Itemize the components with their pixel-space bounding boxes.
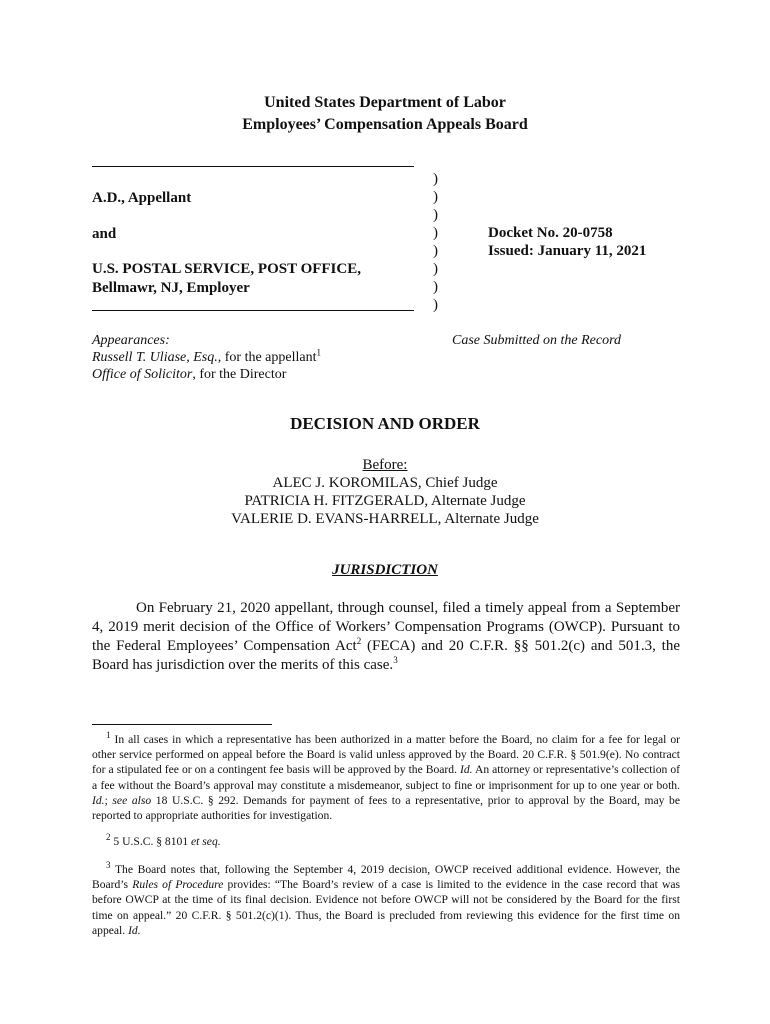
footnote-1-id: Id. <box>460 763 473 777</box>
footnote-2-text: 5 U.S.C. § 8101 <box>110 835 192 848</box>
paren: ) <box>433 297 438 313</box>
footnote-3-number: 3 <box>106 860 111 871</box>
appellant-representative <box>92 349 321 366</box>
board-name: Employees’ Compensation Appeals Board <box>242 116 528 133</box>
caption-paren-column <box>433 170 438 314</box>
judge-1: ALEC J. KOROMILAS, Chief Judge <box>272 475 498 491</box>
footnote-3-text-b: provides: “The Board’s review of a case is limited to the evidence in the case record that was before OWCP at the time of its final decision. Evidence not before OWCP will not be considered by the Board for the first time on appeal.” 20 C.F.R. § 501.2(c)(1). Thus, the Board is precluded from reviewing this evidence for the first time on appeal. <box>92 878 681 937</box>
paren: ) <box>433 171 438 187</box>
footnote-ref-2: 2 <box>356 636 362 646</box>
before-label <box>0 456 770 475</box>
footnote-1-text-a: In all cases in which a representative has been authorized in a matter before the Board, no claim for a fee for legal or other service performed on appeal before the Board is valid unless approved by the Board. 20 C.F.R. § 501.9(e). No contract for a stipulated fee or on a contingent fee basis will be approved by the Board. <box>92 733 680 777</box>
jurisdiction-paragraph <box>92 599 680 675</box>
paren: ) <box>433 189 438 205</box>
footnote-2 <box>92 834 680 849</box>
solicitor-name: Office of Solicitor <box>92 367 193 382</box>
footnote-ref-1: 1 <box>316 347 321 358</box>
footnote-separator <box>92 724 272 725</box>
paren: ) <box>433 225 438 241</box>
agency-name: United States Department of Labor <box>264 94 506 111</box>
paren: ) <box>433 261 438 277</box>
paren: ) <box>433 243 438 259</box>
footnote-1-text-b: An attorney or representative’s collection of a fee without the Board’s approval may constitute a misdemeanor, subject to fine or imprisonment for up to one year or both. <box>92 763 680 792</box>
decision-title: DECISION AND ORDER <box>290 414 480 433</box>
caption-bottom-rule <box>92 310 414 311</box>
footnote-2-number: 2 <box>106 832 111 843</box>
jurisdiction-text-a: On February 21, 2020 appellant, through counsel, filed a timely appeal from a September 4, 2019 merit decision of the Office of Workers’ Compensation Programs (OWCP). Pursuant to the Federal Employees’ Compensation Act <box>92 600 680 654</box>
submission-status: Case Submitted on the Record <box>452 333 622 348</box>
caption-and: and <box>92 226 117 242</box>
judge-2: PATRICIA H. FITZGERALD, Alternate Judge <box>244 493 526 509</box>
footnote-1 <box>92 732 680 823</box>
director-representative <box>92 366 286 383</box>
appellant-name: A.D., Appellant <box>92 190 192 206</box>
footnote-1-id-2: Id. <box>92 793 105 807</box>
caption-top-rule <box>92 166 414 167</box>
employer-line-2: Bellmawr, NJ, Employer <box>92 280 250 296</box>
solicitor-role: , for the Director <box>192 367 287 382</box>
footnote-3-id: Id. <box>128 923 141 937</box>
representative-name: Russell T. Uliase, Esq. <box>92 350 218 365</box>
before-text: Before: <box>362 457 408 473</box>
appearances-heading: Appearances: <box>92 333 170 348</box>
docket-number: Docket No. 20-0758 <box>488 225 613 241</box>
footnote-ref-3: 3 <box>393 655 398 665</box>
footnote-1-text-d: 18 U.S.C. § 292. Demands for payment of fees to a representative, prior to approval by the Board, may be reported to appropriate authorities for investigation. <box>92 793 680 823</box>
employer-line-1: U.S. POSTAL SERVICE, POST OFFICE, <box>92 261 361 277</box>
jurisdiction-text-b: (FECA) and 20 C.F.R. §§ 501.2(c) and 501.3, the Board has jurisdiction over the merits of this case. <box>92 638 680 673</box>
footnote-3-text-a: The Board notes that, following the September 4, 2019 decision, OWCP received additional evidence. However, the Board’s <box>92 863 680 892</box>
paren: ) <box>433 279 438 295</box>
paren: ) <box>433 207 438 223</box>
footnote-3-rules: Rules of Procedure <box>132 878 224 892</box>
jurisdiction-heading: JURISDICTION <box>332 562 438 578</box>
footnote-1-text-c: ; <box>104 793 113 807</box>
representative-role: , for the appellant <box>217 350 317 365</box>
footnote-1-see-also: see also <box>112 793 152 807</box>
footnote-1-number: 1 <box>106 730 111 741</box>
issued-date: Issued: January 11, 2021 <box>488 243 647 259</box>
footnote-3 <box>92 862 680 938</box>
judge-3: VALERIE D. EVANS-HARRELL, Alternate Judge <box>231 511 539 527</box>
footnote-2-et-seq: et seq. <box>191 835 221 848</box>
